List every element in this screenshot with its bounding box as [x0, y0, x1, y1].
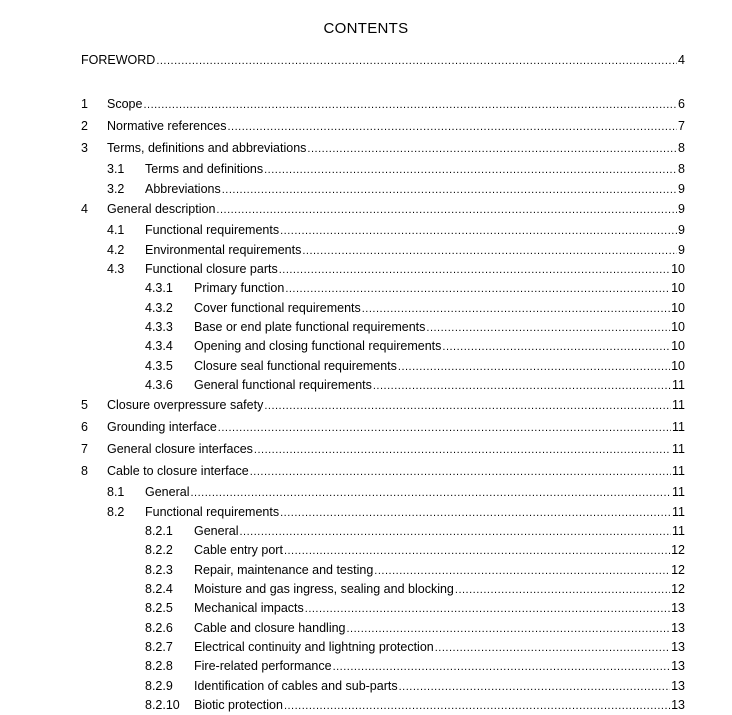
- toc-entry-page-number: 10: [671, 339, 685, 353]
- toc-entry-number: 3: [81, 141, 88, 155]
- toc-entry-page-number: 13: [671, 679, 685, 693]
- toc-entry[interactable]: [107, 483, 685, 501]
- dot-leader: [250, 463, 671, 481]
- toc-entry-number: 8.2.9: [145, 679, 173, 693]
- toc-entry[interactable]: [145, 561, 685, 579]
- toc-entry[interactable]: [145, 599, 685, 617]
- toc-entry[interactable]: [145, 541, 685, 559]
- dot-leader: [280, 504, 671, 522]
- toc-entry[interactable]: [107, 180, 685, 198]
- toc-entry-number: 4.3.1: [145, 281, 173, 295]
- toc-entry-label: General: [194, 524, 239, 538]
- toc-entry-number: 4.3.2: [145, 301, 173, 315]
- dot-leader: [190, 484, 671, 502]
- toc-entry-number: 4.2: [107, 243, 125, 257]
- toc-entry-page-number: 10: [671, 320, 685, 334]
- toc-entry-label: Closure seal functional requirements: [194, 359, 397, 373]
- toc-entry-page-number: 9: [678, 223, 685, 237]
- toc-entry-label: Opening and closing functional requirements: [194, 339, 442, 353]
- toc-entry-page-number: 13: [671, 621, 685, 635]
- toc-entry-page-number: 13: [671, 640, 685, 654]
- toc-entry[interactable]: [145, 657, 685, 675]
- toc-entry-number: 1: [81, 97, 88, 111]
- toc-entry[interactable]: [81, 462, 685, 480]
- toc-entry-number: 8.2.8: [145, 659, 173, 673]
- toc-entry-page-number: 12: [671, 543, 685, 557]
- toc-entry-label: Terms and definitions: [145, 162, 264, 176]
- toc-entry-page-number: 11: [672, 505, 685, 519]
- toc-entry-label: Functional closure parts: [145, 262, 278, 276]
- toc-entry[interactable]: [145, 522, 685, 540]
- toc-entry-number: 6: [81, 420, 88, 434]
- toc-entry-page-number: 11: [672, 420, 685, 434]
- toc-entry-number: 8.2.7: [145, 640, 173, 654]
- toc-entry[interactable]: [107, 160, 685, 178]
- dot-leader: [426, 319, 670, 337]
- toc-entry-page-number: 13: [671, 659, 685, 673]
- toc-entry-label: FOREWORD: [81, 53, 156, 67]
- toc-entry-page-number: 11: [672, 378, 685, 392]
- toc-entry-number: 8.2.4: [145, 582, 173, 596]
- dot-leader: [302, 242, 677, 260]
- toc-entry-page-number: 11: [672, 485, 685, 499]
- dot-leader: [307, 140, 677, 158]
- toc-entry-label: Scope: [107, 97, 143, 111]
- toc-entry-label: Fire-related performance: [194, 659, 332, 673]
- dot-leader: [280, 222, 677, 240]
- toc-entry[interactable]: [145, 619, 685, 637]
- toc-entry-page-number: 10: [671, 281, 685, 295]
- toc-entry[interactable]: [81, 396, 685, 414]
- dot-leader: [264, 161, 677, 179]
- toc-entry-page-number: 7: [678, 119, 685, 133]
- toc-entry-label: Repair, maintenance and testing: [194, 563, 374, 577]
- toc-entry-label: Primary function: [194, 281, 285, 295]
- toc-entry-label: Terms, definitions and abbreviations: [107, 141, 307, 155]
- toc-entry[interactable]: [81, 95, 685, 113]
- toc-entry-page-number: 9: [678, 243, 685, 257]
- toc-entry-label: Environmental requirements: [145, 243, 302, 257]
- dot-leader: [373, 377, 671, 395]
- toc-entry-number: 8.2.3: [145, 563, 173, 577]
- toc-entry-label: Grounding interface: [107, 420, 217, 434]
- toc-entry-number: 4.3.4: [145, 339, 173, 353]
- toc-entry[interactable]: [145, 357, 685, 375]
- toc-entry-number: 5: [81, 398, 88, 412]
- dot-leader: [254, 441, 671, 459]
- dot-leader: [264, 397, 671, 415]
- toc-entry-page-number: 13: [671, 698, 685, 712]
- toc-entry-label: General: [145, 485, 190, 499]
- toc-entry-page-number: 8: [678, 141, 685, 155]
- toc-entry[interactable]: [145, 696, 685, 714]
- toc-entry-number: 4.3.6: [145, 378, 173, 392]
- toc-entry-number: 7: [81, 442, 88, 456]
- toc-entry-page-number: 4: [678, 53, 685, 67]
- dot-leader: [362, 300, 670, 318]
- toc-entry-page-number: 9: [678, 202, 685, 216]
- toc-entry-label: Abbreviations: [145, 182, 221, 196]
- dot-leader: [228, 118, 678, 136]
- toc-entry-number: 8.1: [107, 485, 125, 499]
- toc-entry[interactable]: [81, 51, 685, 69]
- toc-entry-number: 4: [81, 202, 88, 216]
- toc-entry-page-number: 11: [672, 464, 685, 478]
- toc-entry-page-number: 6: [678, 97, 685, 111]
- toc-entry-page-number: 12: [671, 563, 685, 577]
- toc-entry[interactable]: [145, 279, 685, 297]
- dot-leader: [435, 639, 670, 657]
- toc-entry-label: Moisture and gas ingress, sealing and blocking: [194, 582, 454, 596]
- toc-entry-number: 4.3.5: [145, 359, 173, 373]
- toc-entry[interactable]: [107, 241, 685, 259]
- toc-entry[interactable]: [145, 677, 685, 695]
- toc-entry-label: Functional requirements: [145, 505, 280, 519]
- toc-entry[interactable]: [145, 580, 685, 598]
- toc-entry-number: 4.3.3: [145, 320, 173, 334]
- toc-entry[interactable]: [81, 440, 685, 458]
- toc-entry[interactable]: [145, 376, 685, 394]
- toc-entry-number: 8.2.2: [145, 543, 173, 557]
- toc-entry-page-number: 10: [671, 301, 685, 315]
- toc-entry-page-number: 11: [672, 442, 685, 456]
- toc-entry-number: 8.2.10: [145, 698, 180, 712]
- toc-entry-label: Cable entry port: [194, 543, 283, 557]
- dot-leader: [285, 280, 670, 298]
- toc-entry-number: 8.2: [107, 505, 125, 519]
- toc-entry[interactable]: [81, 418, 685, 436]
- toc-entry[interactable]: [145, 299, 685, 317]
- toc-entry[interactable]: [107, 221, 685, 239]
- toc-entry-label: General description: [107, 202, 216, 216]
- toc-entry-number: 3.2: [107, 182, 125, 196]
- toc-entry[interactable]: [145, 318, 685, 336]
- dot-leader: [347, 620, 671, 638]
- toc-entry-label: General functional requirements: [194, 378, 372, 392]
- toc-entry-number: 8.2.1: [145, 524, 173, 538]
- toc-entry-number: 8.2.5: [145, 601, 173, 615]
- dot-leader: [222, 181, 677, 199]
- toc-entry-page-number: 8: [678, 162, 685, 176]
- dot-leader: [455, 581, 670, 599]
- toc-entry[interactable]: [81, 117, 685, 135]
- toc-entry-label: Electrical continuity and lightning protection: [194, 640, 434, 654]
- toc-entry-page-number: 10: [671, 262, 685, 276]
- toc-entry[interactable]: [145, 337, 685, 355]
- toc-entry-label: Biotic protection: [194, 698, 283, 712]
- page-title: CONTENTS: [323, 20, 409, 37]
- dot-leader: [399, 678, 670, 696]
- dot-leader: [239, 523, 671, 541]
- toc-entry-label: General closure interfaces: [107, 442, 253, 456]
- toc-entry-page-number: 12: [671, 582, 685, 596]
- toc-entry-label: Closure overpressure safety: [107, 398, 264, 412]
- toc-entry-label: Identification of cables and sub-parts: [194, 679, 398, 693]
- toc-entry-page-number: 13: [671, 601, 685, 615]
- toc-entry-label: Cover functional requirements: [194, 301, 361, 315]
- dot-leader: [305, 600, 670, 618]
- toc-entry-page-number: 11: [672, 398, 685, 412]
- toc-entry-number: 4.3: [107, 262, 125, 276]
- toc-entry[interactable]: [81, 139, 685, 157]
- dot-leader: [284, 542, 670, 560]
- toc-entry-number: 2: [81, 119, 88, 133]
- toc-entry-label: Mechanical impacts: [194, 601, 304, 615]
- toc-entry-label: Base or end plate functional requirements: [194, 320, 426, 334]
- toc-entry-label: Normative references: [107, 119, 227, 133]
- toc-entry-number: 8: [81, 464, 88, 478]
- toc-entry-label: Cable and closure handling: [194, 621, 346, 635]
- dot-leader: [284, 697, 670, 715]
- toc-entry-number: 3.1: [107, 162, 125, 176]
- toc-entry-label: Cable to closure interface: [107, 464, 249, 478]
- toc-entry[interactable]: [145, 638, 685, 656]
- dot-leader: [333, 658, 671, 676]
- toc-entry[interactable]: [81, 200, 685, 218]
- dot-leader: [216, 201, 677, 219]
- dot-leader: [143, 96, 677, 114]
- toc-entry-page-number: 11: [672, 524, 685, 538]
- toc-entry[interactable]: [107, 503, 685, 521]
- toc-entry-number: 4.1: [107, 223, 125, 237]
- dot-leader: [374, 562, 670, 580]
- toc-entry-number: 8.2.6: [145, 621, 173, 635]
- dot-leader: [279, 261, 670, 279]
- toc-entry-page-number: 9: [678, 182, 685, 196]
- toc-entry-label: Functional requirements: [145, 223, 280, 237]
- dot-leader: [442, 338, 670, 356]
- toc-entry-page-number: 10: [671, 359, 685, 373]
- dot-leader: [156, 52, 677, 70]
- dot-leader: [218, 419, 671, 437]
- toc-entry[interactable]: [107, 260, 685, 278]
- dot-leader: [398, 358, 670, 376]
